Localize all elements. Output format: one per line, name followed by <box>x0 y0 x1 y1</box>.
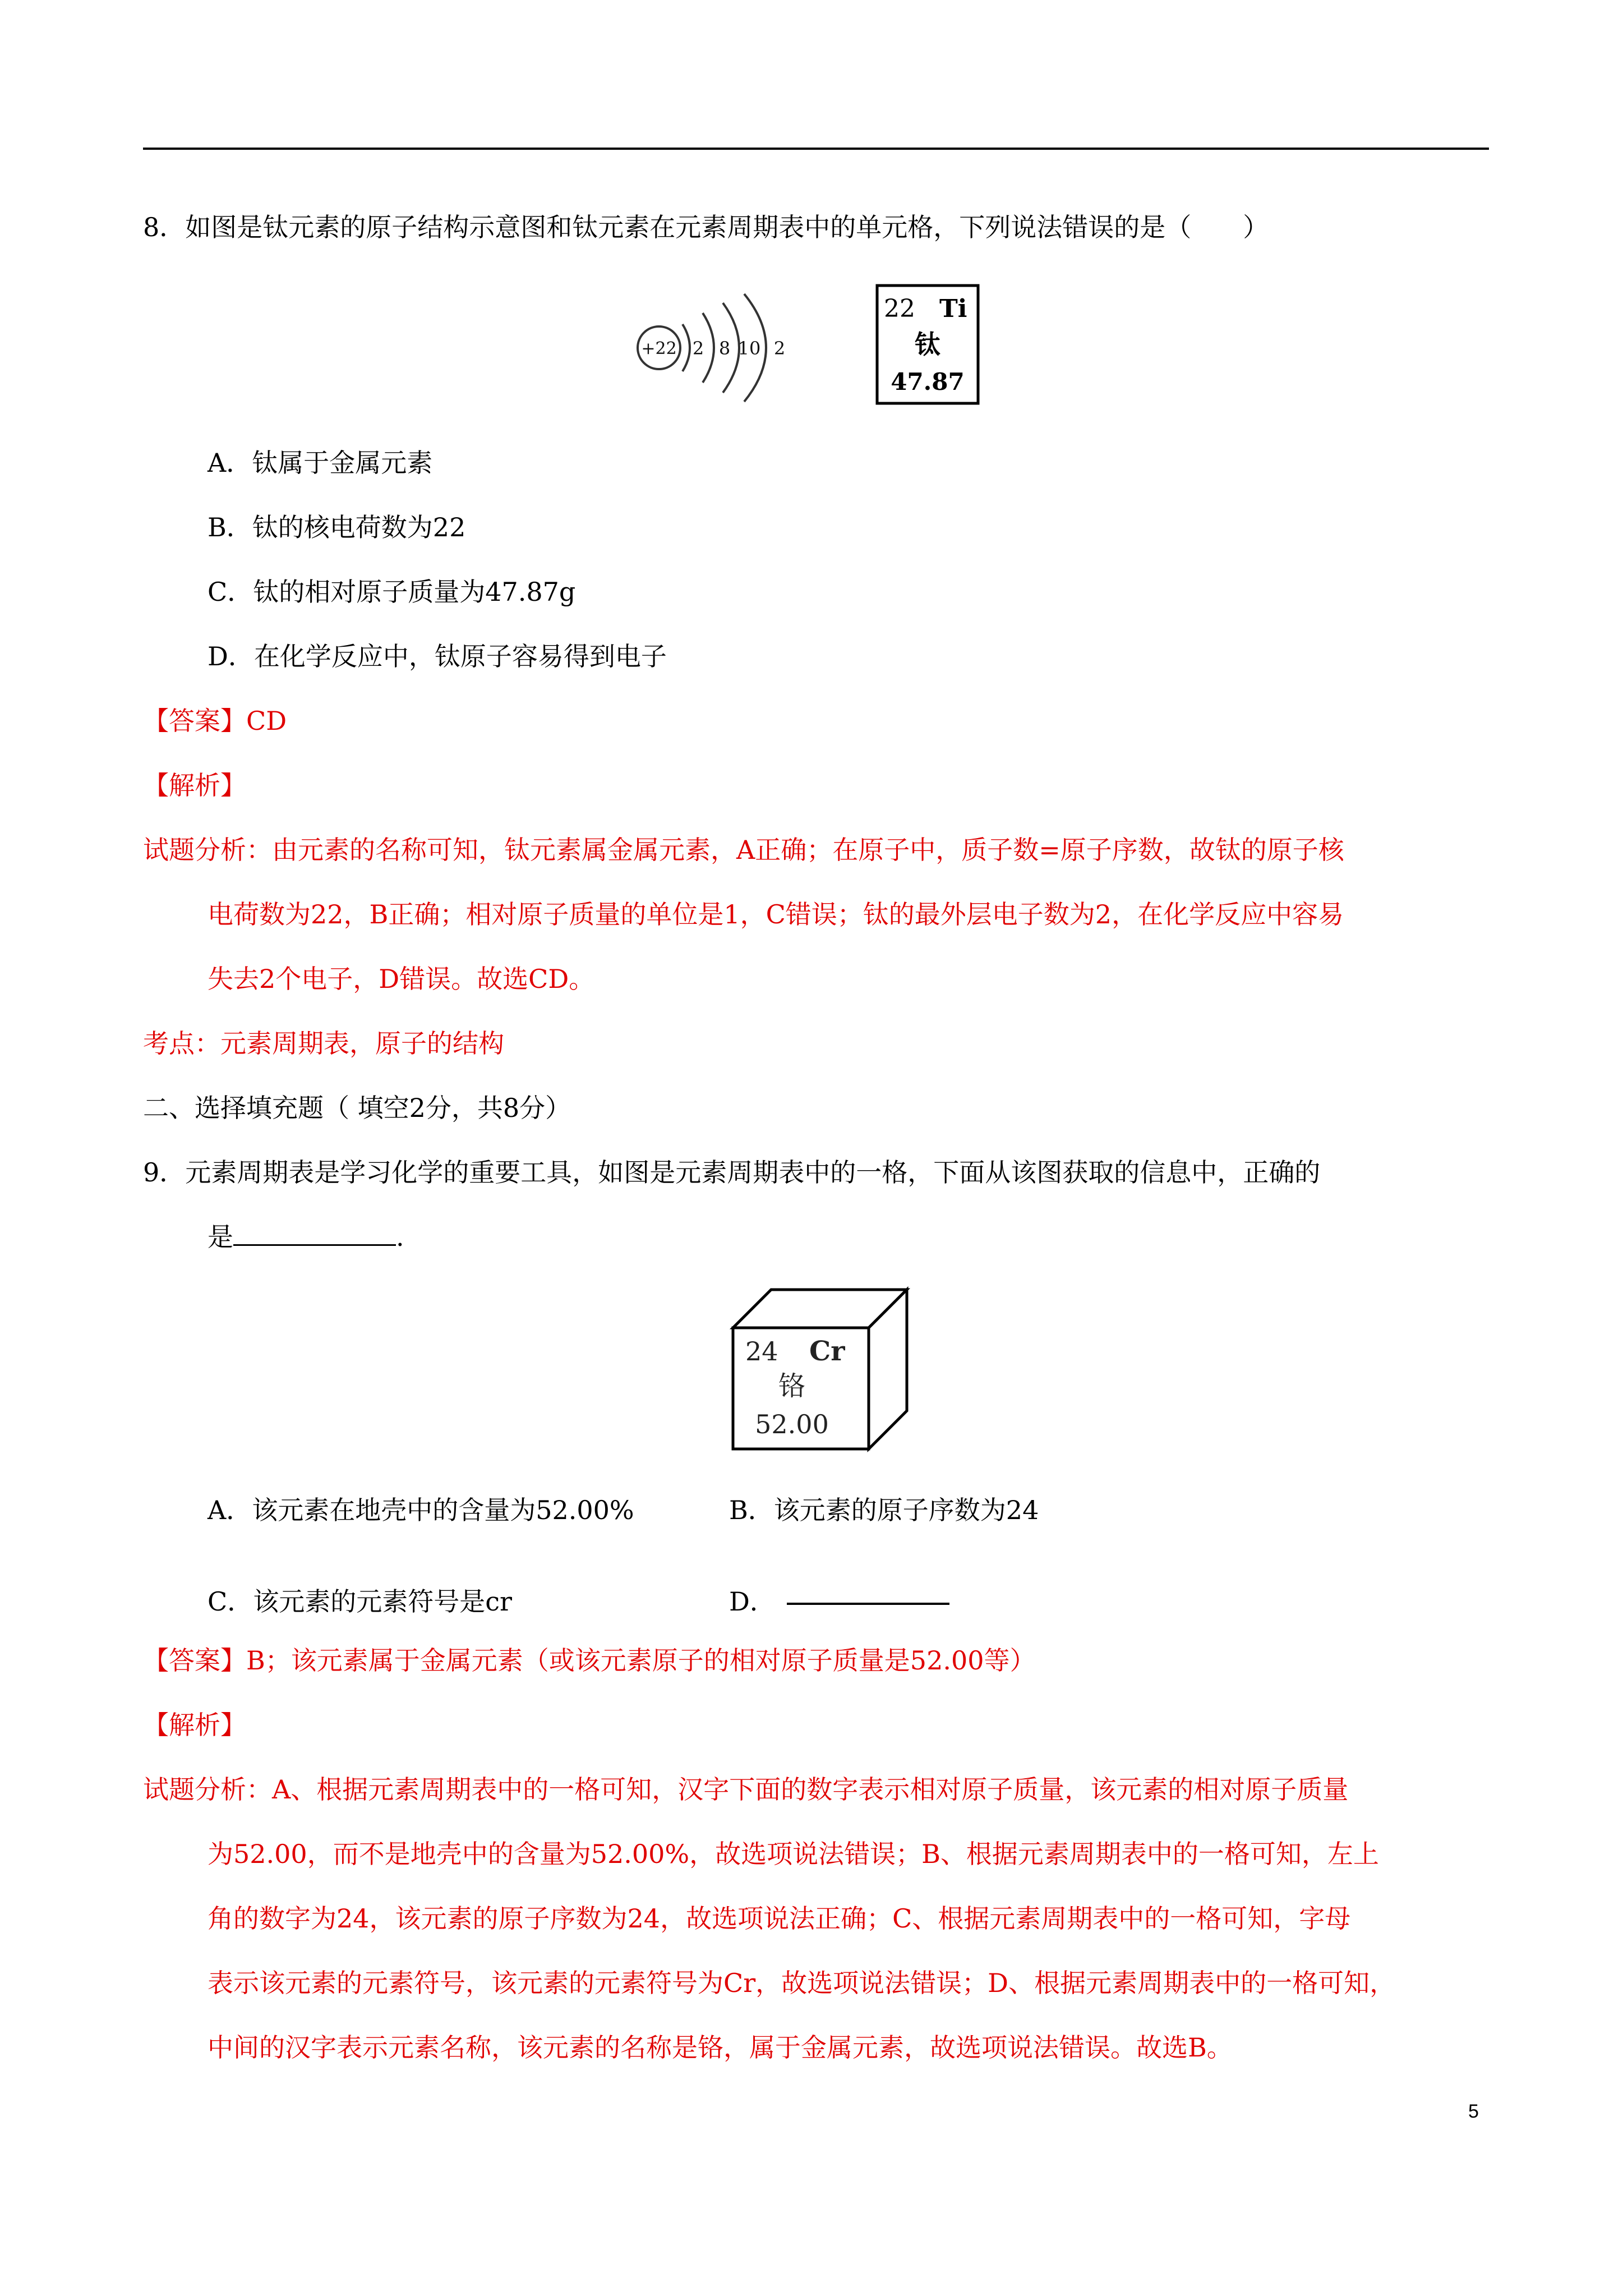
header-rule <box>143 148 1489 150</box>
q8-option-a[interactable]: A．钛属于金属元素 <box>208 448 433 478</box>
page-number: 5 <box>1468 2101 1479 2122</box>
q9-option-d-blank[interactable] <box>787 1603 949 1605</box>
q9-stem-line-2 <box>208 1220 404 1254</box>
cr-name: 铬 <box>778 1370 806 1402</box>
atom-structure-diagram <box>625 264 827 429</box>
q9-analysis-line-2: 为52.00，而不是地壳中的含量为52.00%，故选项说法错误；B、根据元素周期表中的一格可知，左上 <box>208 1839 1379 1869</box>
atom-shell-3: 10 <box>737 338 761 359</box>
q9-analysis-line-5: 中间的汉字表示元素名称，该元素的名称是铬，属于金属元素，故选项说法错误。故选B。 <box>208 2032 1233 2063</box>
q9-stem-start: 是 <box>208 1222 233 1252</box>
chromium-element-cube <box>726 1282 914 1464</box>
q9-option-c[interactable]: C．该元素的元素符号是cr <box>208 1586 512 1617</box>
q9-option-b[interactable]: B．该元素的原子序数为24 <box>729 1495 1039 1525</box>
atom-nucleus: +22 <box>641 339 677 358</box>
q9-stem-line-1: 9．元素周期表是学习化学的重要工具，如图是元素周期表中的一格，下面从该图获取的信息中，正确的 <box>143 1157 1321 1188</box>
atom-shell-2: 8 <box>718 338 731 359</box>
q9-answer-blank[interactable] <box>233 1222 396 1246</box>
q9-analysis-label: 【解析】 <box>143 1710 246 1740</box>
cr-mass: 52.00 <box>755 1409 829 1439</box>
q9-answer: 【答案】B；该元素属于金属元素（或该元素原子的相对原子质量是52.00等） <box>143 1645 1036 1676</box>
q8-analysis-line-1: 试题分析：由元素的名称可知，钛元素属金属元素，A正确；在原子中，质子数=原子序数，故钛的原子核 <box>143 835 1344 865</box>
cr-symbol: Cr <box>809 1336 845 1367</box>
q8-option-b[interactable]: B．钛的核电荷数为22 <box>208 512 466 542</box>
cr-number: 24 <box>745 1336 778 1366</box>
q8-analysis-line-2: 电荷数为22，B正确；相对原子质量的单位是1，C错误；钛的最外层电子数为2，在化学反应中容易 <box>208 899 1344 930</box>
q8-option-d[interactable]: D．在化学反应中，钛原子容易得到电子 <box>208 641 667 671</box>
q8-stem: 8．如图是钛元素的原子结构示意图和钛元素在元素周期表中的单元格，下列说法错误的是（ ） <box>143 212 1269 242</box>
q9-analysis-line-3: 角的数字为24，该元素的原子序数为24，故选项说法正确；C、根据元素周期表中的一格可知，字母 <box>208 1903 1351 1934</box>
ti-mass: 47.87 <box>891 368 965 395</box>
q8-option-c[interactable]: C．钛的相对原子质量为47.87g <box>208 577 576 607</box>
ti-symbol: Ti <box>939 295 967 323</box>
titanium-element-cell <box>875 283 981 409</box>
ti-number: 22 <box>884 295 915 323</box>
q9-option-a[interactable]: A．该元素在地壳中的含量为52.00% <box>208 1495 634 1525</box>
q9-stem-end: . <box>396 1222 404 1252</box>
ti-name: 钛 <box>915 329 940 360</box>
q8-kaodian: 考点：元素周期表，原子的结构 <box>143 1028 504 1059</box>
q9-option-d-label: D． <box>729 1586 776 1617</box>
q9-analysis-line-4: 表示该元素的元素符号，该元素的元素符号为Cr，故选项说法错误；D、根据元素周期表中的一格可知， <box>208 1968 1396 1998</box>
q9-analysis-line-1: 试题分析：A、根据元素周期表中的一格可知，汉字下面的数字表示相对原子质量，该元素的相对原子质量 <box>143 1774 1349 1805</box>
q8-analysis-label: 【解析】 <box>143 770 246 800</box>
section-heading: 二、选择填充题（ 填空2分，共8分） <box>143 1093 571 1123</box>
q9-option-d[interactable] <box>729 1585 949 1618</box>
q8-answer: 【答案】CD <box>143 706 287 736</box>
q8-analysis-line-3: 失去2个电子，D错误。故选CD。 <box>208 964 595 994</box>
atom-shell-1: 2 <box>692 338 704 359</box>
atom-shell-4: 2 <box>773 338 786 359</box>
